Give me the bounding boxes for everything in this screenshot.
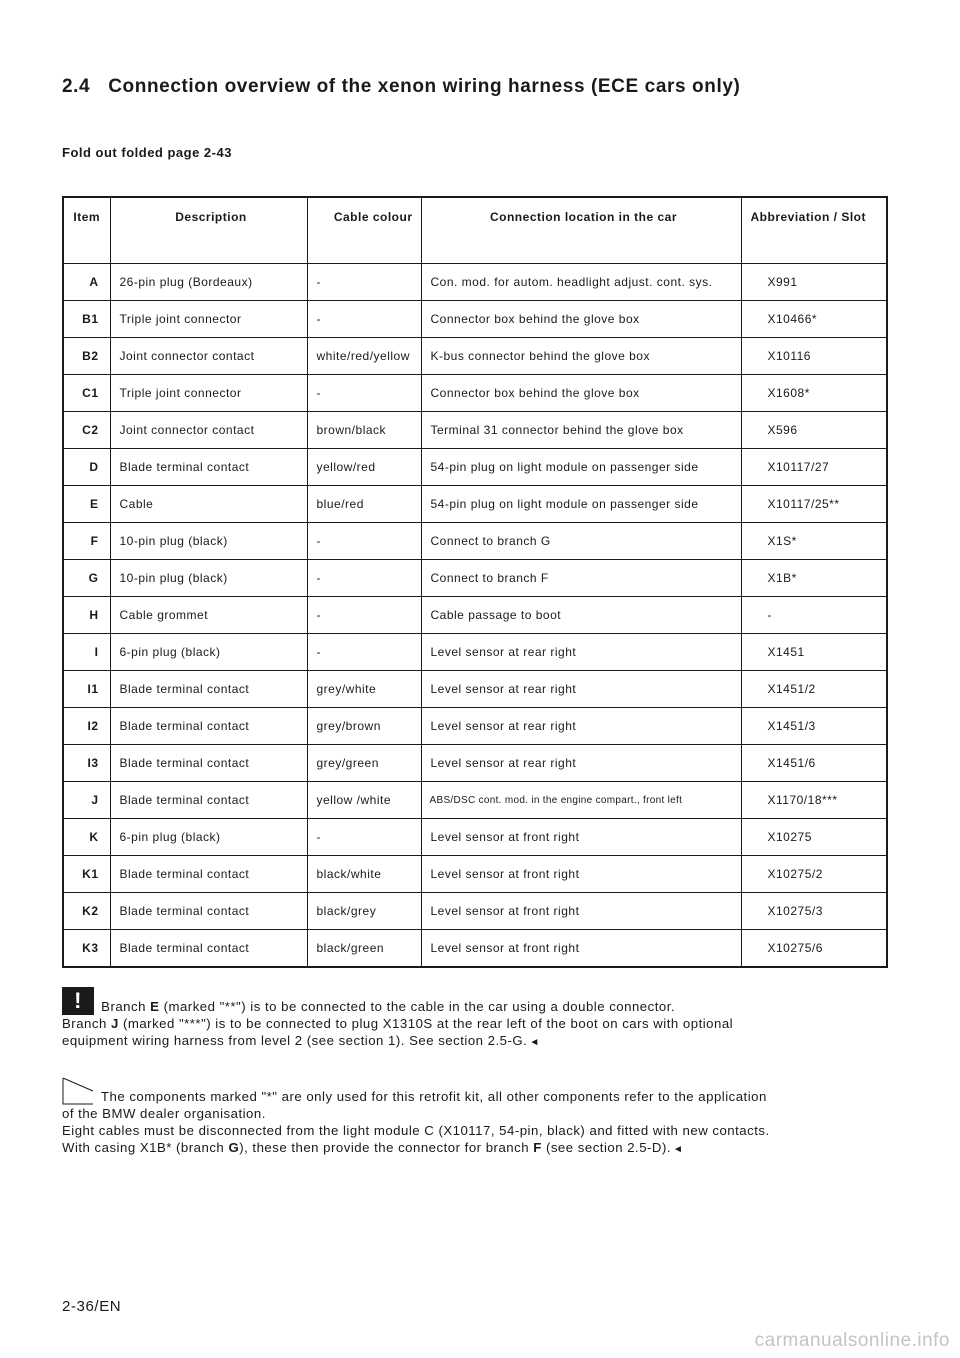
- cell-description: Blade terminal contact: [110, 856, 307, 893]
- header-description: Description: [110, 197, 307, 264]
- cell-abbreviation: X10275/6: [741, 930, 887, 968]
- cell-connection-location: Level sensor at front right: [421, 856, 741, 893]
- cell-connection-location: Level sensor at front right: [421, 893, 741, 930]
- cell-cable-colour: -: [307, 264, 421, 301]
- cell-connection-location: Level sensor at rear right: [421, 634, 741, 671]
- warning-note: [62, 987, 872, 1051]
- cell-cable-colour: -: [307, 597, 421, 634]
- cell-description: 6-pin plug (black): [110, 819, 307, 856]
- branch-j-ref: J: [110, 1016, 119, 1031]
- table-header-row: [63, 197, 887, 264]
- cell-abbreviation: X10275/2: [741, 856, 887, 893]
- cell-description: Blade terminal contact: [110, 745, 307, 782]
- cell-abbreviation: X1451/6: [741, 745, 887, 782]
- cell-description: Blade terminal contact: [110, 893, 307, 930]
- cell-item: B2: [63, 338, 110, 375]
- info-line-3: Eight cables must be disconnected from the light module C (X10117, 54-pin, black) and fitted with new contacts.: [62, 1123, 770, 1138]
- cell-cable-colour: yellow /white: [307, 782, 421, 819]
- cell-abbreviation: X1608*: [741, 375, 887, 412]
- cell-item: I: [63, 634, 110, 671]
- cell-description: Cable grommet: [110, 597, 307, 634]
- cell-connection-location: Level sensor at front right: [421, 930, 741, 968]
- cell-description: Triple joint connector: [110, 375, 307, 412]
- cell-description: Blade terminal contact: [110, 930, 307, 968]
- cell-connection-location: Cable passage to boot: [421, 597, 741, 634]
- fold-out-note: Fold out folded page 2-43: [62, 145, 232, 160]
- cell-cable-colour: white/red/yellow: [307, 338, 421, 375]
- cell-connection-location: Level sensor at rear right: [421, 671, 741, 708]
- cell-abbreviation: X1B*: [741, 560, 887, 597]
- cell-item: K1: [63, 856, 110, 893]
- cell-connection-location: 54-pin plug on light module on passenger side: [421, 449, 741, 486]
- cell-description: Joint connector contact: [110, 412, 307, 449]
- cell-connection-location: Terminal 31 connector behind the glove box: [421, 412, 741, 449]
- table-row: [63, 301, 887, 338]
- cell-description: Blade terminal contact: [110, 671, 307, 708]
- cell-item: J: [63, 782, 110, 819]
- cell-item: I1: [63, 671, 110, 708]
- cell-item: F: [63, 523, 110, 560]
- cell-abbreviation: X1S*: [741, 523, 887, 560]
- end-mark-icon: ◄: [673, 1144, 684, 1155]
- cell-item: K3: [63, 930, 110, 968]
- warning-line-1: ! Branch E (marked "**") is to be connected to the cable in the car using a double connector.: [62, 987, 872, 1015]
- table-row: [63, 412, 887, 449]
- cell-connection-location: Connector box behind the glove box: [421, 375, 741, 412]
- branch-e-ref: E: [150, 999, 160, 1014]
- cell-description: 6-pin plug (black): [110, 634, 307, 671]
- cell-description: 26-pin plug (Bordeaux): [110, 264, 307, 301]
- table-row: [63, 523, 887, 560]
- cell-cable-colour: -: [307, 375, 421, 412]
- header-connection-location: Connection location in the car: [421, 197, 741, 264]
- cell-abbreviation: X991: [741, 264, 887, 301]
- cell-connection-location: ABS/DSC cont. mod. in the engine compart., front left: [421, 782, 741, 819]
- section-heading: [62, 76, 740, 98]
- cell-abbreviation: X596: [741, 412, 887, 449]
- cell-abbreviation: X1451/2: [741, 671, 887, 708]
- cell-abbreviation: X10116: [741, 338, 887, 375]
- cell-connection-location: Level sensor at rear right: [421, 745, 741, 782]
- cell-connection-location: Con. mod. for autom. headlight adjust. cont. sys.: [421, 264, 741, 301]
- table-row: [63, 560, 887, 597]
- cell-item: D: [63, 449, 110, 486]
- section-number: 2.4: [62, 76, 91, 97]
- note-corner-icon: [62, 1077, 94, 1105]
- header-abbreviation-slot: Abbreviation / Slot: [741, 197, 887, 264]
- cell-cable-colour: brown/black: [307, 412, 421, 449]
- warning-triangle-icon: !: [62, 987, 94, 1015]
- table-row: [63, 338, 887, 375]
- warning-line-3: equipment wiring harness from level 2 (see section 1). See section 2.5-G. ◄: [62, 1033, 540, 1048]
- cell-cable-colour: black/green: [307, 930, 421, 968]
- cell-item: I2: [63, 708, 110, 745]
- cell-cable-colour: grey/white: [307, 671, 421, 708]
- cell-connection-location: 54-pin plug on light module on passenger side: [421, 486, 741, 523]
- cell-item: B1: [63, 301, 110, 338]
- watermark: carmanualsonline.info: [754, 1330, 950, 1351]
- table-row: [63, 893, 887, 930]
- cell-cable-colour: -: [307, 634, 421, 671]
- section-title: Connection overview of the xenon wiring harness (ECE cars only): [108, 76, 741, 97]
- header-cable-colour: Cable colour: [307, 197, 421, 264]
- cell-connection-location: Level sensor at rear right: [421, 708, 741, 745]
- cell-item: G: [63, 560, 110, 597]
- info-line-2: of the BMW dealer organisation.: [62, 1106, 266, 1121]
- cell-abbreviation: X10117/27: [741, 449, 887, 486]
- cell-description: 10-pin plug (black): [110, 560, 307, 597]
- cell-item: C1: [63, 375, 110, 412]
- table-row: [63, 856, 887, 893]
- cell-description: Blade terminal contact: [110, 449, 307, 486]
- page-number: 2-36/EN: [62, 1298, 122, 1315]
- info-line-4: With casing X1B* (branch G), these then provide the connector for branch F (see section 2.5-D). ◄: [62, 1140, 684, 1155]
- table-row: [63, 819, 887, 856]
- cell-cable-colour: grey/brown: [307, 708, 421, 745]
- cell-cable-colour: -: [307, 301, 421, 338]
- cell-description: Cable: [110, 486, 307, 523]
- cell-item: H: [63, 597, 110, 634]
- cell-cable-colour: yellow/red: [307, 449, 421, 486]
- table-row: [63, 597, 887, 634]
- cell-connection-location: Connector box behind the glove box: [421, 301, 741, 338]
- cell-description: Joint connector contact: [110, 338, 307, 375]
- table-row: [63, 486, 887, 523]
- table-row: [63, 449, 887, 486]
- table-row: [63, 671, 887, 708]
- info-note: [62, 1077, 872, 1158]
- cell-item: K2: [63, 893, 110, 930]
- cell-abbreviation: X10117/25**: [741, 486, 887, 523]
- cell-item: K: [63, 819, 110, 856]
- branch-g-ref: G: [228, 1140, 240, 1155]
- cell-cable-colour: black/grey: [307, 893, 421, 930]
- cell-abbreviation: X10275: [741, 819, 887, 856]
- cell-cable-colour: blue/red: [307, 486, 421, 523]
- cell-cable-colour: -: [307, 523, 421, 560]
- cell-connection-location: Connect to branch G: [421, 523, 741, 560]
- cell-description: Triple joint connector: [110, 301, 307, 338]
- cell-cable-colour: grey/green: [307, 745, 421, 782]
- cell-item: I3: [63, 745, 110, 782]
- cell-connection-location: K-bus connector behind the glove box: [421, 338, 741, 375]
- cell-item: C2: [63, 412, 110, 449]
- table-row: [63, 782, 887, 819]
- cell-abbreviation: X1451: [741, 634, 887, 671]
- cell-description: 10-pin plug (black): [110, 523, 307, 560]
- cell-abbreviation: -: [741, 597, 887, 634]
- cell-item: E: [63, 486, 110, 523]
- cell-description: Blade terminal contact: [110, 708, 307, 745]
- table-row: [63, 375, 887, 412]
- table-row: [63, 930, 887, 968]
- end-mark-icon: ◄: [529, 1037, 540, 1048]
- cell-connection-location: Level sensor at front right: [421, 819, 741, 856]
- table-row: [63, 708, 887, 745]
- info-line-1: The components marked "*" are only used for this retrofit kit, all other components refer to the application: [62, 1077, 872, 1105]
- warning-line-2: Branch J (marked "***") is to be connected to plug X1310S at the rear left of the boot on cars with optional: [62, 1016, 734, 1031]
- cell-connection-location: Connect to branch F: [421, 560, 741, 597]
- cell-abbreviation: X10466*: [741, 301, 887, 338]
- cell-item: A: [63, 264, 110, 301]
- connection-table: [62, 196, 888, 968]
- table-row: [63, 745, 887, 782]
- cell-abbreviation: X10275/3: [741, 893, 887, 930]
- cell-cable-colour: -: [307, 560, 421, 597]
- cell-abbreviation: X1170/18***: [741, 782, 887, 819]
- cell-abbreviation: X1451/3: [741, 708, 887, 745]
- table-row: [63, 264, 887, 301]
- branch-f-ref: F: [533, 1140, 542, 1155]
- cell-cable-colour: -: [307, 819, 421, 856]
- cell-cable-colour: black/white: [307, 856, 421, 893]
- table-row: [63, 634, 887, 671]
- cell-description: Blade terminal contact: [110, 782, 307, 819]
- header-item: Item: [63, 197, 110, 264]
